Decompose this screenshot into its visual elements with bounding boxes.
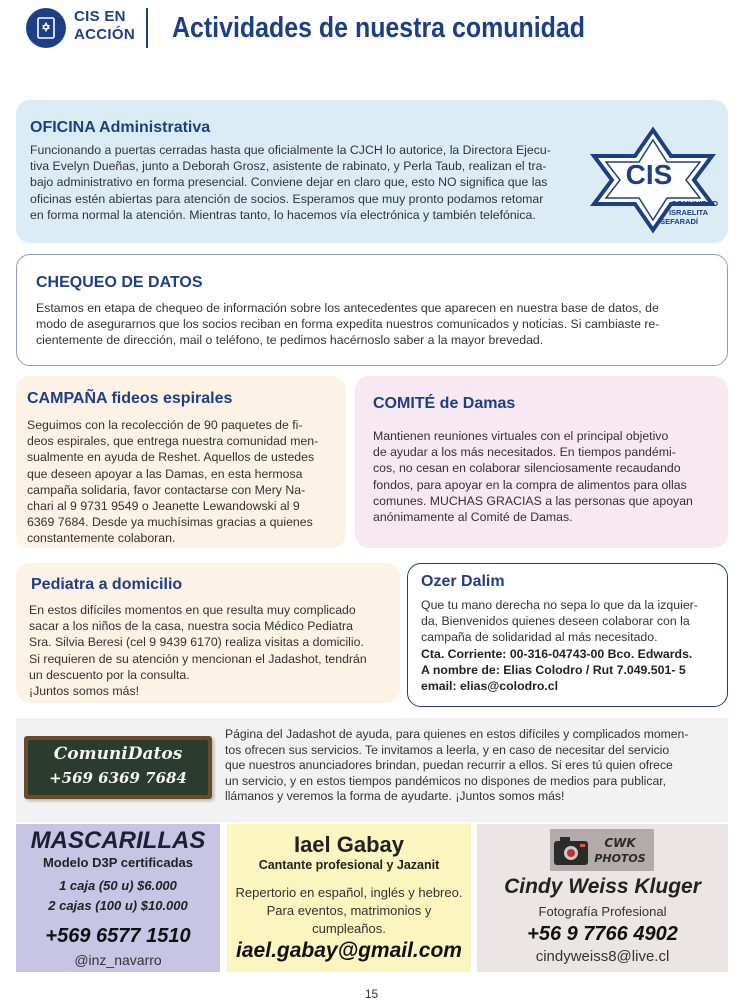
page-number: 15 [364, 987, 379, 1001]
pediatra-title: Pediatra a domicilio [31, 576, 183, 593]
mascarillas-price-1: 1 caja (50 u) $6.000 [59, 878, 177, 893]
oficina-line: bajo administrativo en forma presencial. Conviene dejar en claro que, esto NO significa que las [30, 175, 548, 190]
oficina-line: oficinas estén abiertas para atención de socios. Esperamos que muy pronto podamos retomar [30, 191, 544, 206]
cis-logo-line3: SEFARADÍ [660, 217, 698, 226]
cis-logo-line1: COMUNIDAD [671, 199, 718, 208]
cis-logo-line2: ISRAELITA [668, 208, 708, 217]
mascarillas-phone[interactable]: +569 6577 1510 [45, 925, 191, 947]
campana-line: chari al 9 9731 9549 o Jeanette Lewandowski al 9 [27, 499, 300, 514]
campana-line: que deseen apoyar a las Damas, en esta hermosa [27, 466, 303, 481]
mascarillas-title: MASCARILLAS [30, 827, 206, 854]
pediatra-line: sacar a los niños de la casa, nuestra socia Médico Pediatra [29, 619, 353, 634]
campana-line: Seguimos con la recolección de 90 paquetes de fi- [27, 418, 303, 432]
comunidatos-chalkboard [24, 736, 212, 799]
book-star-icon [35, 17, 57, 39]
campana-box [16, 376, 346, 548]
ozer-line: da, Bienvenidos quienes deseen colaborar con la [421, 614, 690, 629]
campana-line: sualmente en ayuda de Reshet. Aquellos de ustedes [27, 450, 315, 465]
oficina-title: OFICINA Administrativa [30, 119, 211, 136]
campana-line: 6369 7684. Desde ya muchísimas gracias a quienes [27, 515, 313, 530]
ad-iael [227, 824, 471, 972]
pediatra-line: Sra. Silvia Beresi (cel 9 9439 6170) realiza visitas a domicilio. [29, 635, 364, 650]
ozer-line: campaña de solidaridad al más necesitado. [421, 630, 658, 645]
ozer-account: Cta. Corriente: 00-316-04743-00 Bco. Edwards. [421, 646, 693, 661]
cindy-phone[interactable]: +56 9 7766 4902 [527, 923, 678, 945]
oficina-line: en forma normal la atención. Mientras tanto, lo hacemos vía electrónica y también telefónica. [30, 207, 536, 222]
cindy-email[interactable]: cindyweiss8@live.cl [535, 948, 670, 965]
pediatra-line: En estos difíciles momentos en que resulta muy complicado [29, 603, 356, 617]
campana-title: CAMPAÑA fideos espirales [27, 390, 233, 407]
ozer-email[interactable]: email: elias@colodro.cl [421, 679, 559, 694]
ozer-title: Ozer Dalim [421, 573, 505, 590]
campana-line: constantemente colaboran. [27, 531, 176, 546]
campana-line: deos espirales, que entrega nuestra comunidad men- [27, 434, 319, 449]
camera-icon [554, 837, 588, 865]
iael-name: Iael Gabay [293, 832, 405, 857]
oficina-line: Funcionando a puertas cerradas hasta que oficialmente la CJCH lo autorice, la Directora Ejecu- [30, 143, 551, 157]
comunidatos-line: tos ofrecen sus servicios. Te invitamos a leerla, y en caso de necesitar del servicio [225, 742, 670, 757]
comite-line: de ayudar a los más necesitados. En tiempos pandémi- [373, 445, 676, 460]
header-badge [26, 8, 66, 48]
comite-line: cos, no cesan en colaborar silenciosamente recaudando [373, 461, 681, 476]
oficina-body [30, 142, 590, 223]
comunidatos-line: un servicio, y en estos tiempos pandémicos no dispones de medios para publicar, [225, 773, 667, 788]
pediatra-line: un descuento por la consulta. [29, 667, 190, 682]
mascarillas-handle[interactable]: @inz_navarro [74, 952, 162, 968]
pediatra-body [29, 602, 391, 699]
chequeo-line: cientemente de dirección, mail o teléfono, te pedimos hacérnoslo saber a la mayor brevedad. [36, 333, 544, 348]
comunidatos-line: llámanos y veremos la forma de ayudarte. ¡Juntos somos más! [225, 789, 565, 804]
campana-body [27, 417, 337, 547]
mascarillas-price-2: 2 cajas (100 u) $10.000 [48, 898, 188, 913]
chequeo-title: CHEQUEO DE DATOS [36, 274, 203, 291]
cis-logo-name: CIS [625, 159, 673, 190]
ozer-holder: A nombre de: Elias Colodro / Rut 7.049.501- 5 [421, 662, 686, 677]
chequeo-line: Estamos en etapa de chequeo de información sobre los antecedentes que aparecen en nuestra base de datos, de [36, 301, 659, 315]
iael-line-1: Repertorio en español, inglés y hebreo. [235, 885, 463, 900]
iael-email[interactable]: iael.gabay@gmail.com [236, 939, 462, 962]
ad-mascarillas [16, 824, 220, 972]
comite-box [355, 376, 728, 548]
header-divider [146, 8, 148, 48]
mascarillas-subtitle: Modelo D3P certificadas [42, 855, 194, 870]
comite-line: comunes. MUCHAS GRACIAS a las personas que apoyan [373, 493, 693, 508]
comite-line: anónimamente al Comité de Damas. [373, 510, 573, 525]
chalkboard-title: ComuniDatos [53, 744, 183, 764]
comunidatos-body [225, 727, 717, 805]
section-label-line1: CIS EN [74, 8, 126, 25]
chalkboard-phone: +569 6369 7684 [49, 769, 187, 787]
cwk-logo-line2: PHOTOS [594, 852, 646, 865]
comite-line: fondos, para apoyar en la compra de alimentos para ollas [373, 477, 687, 492]
comunidatos-line: que nuestros anunciadores brindan, puedan recurrir a ellos. Si eres tú quien ofrece [225, 758, 673, 773]
pediatra-line: ¡Juntos somos más! [29, 684, 140, 699]
cindy-name: Cindy Weiss Kluger [504, 875, 701, 898]
chequeo-box [16, 254, 728, 366]
comite-line: Mantienen reuniones virtuales con el principal objetivo [373, 429, 669, 443]
chequeo-body [36, 300, 706, 349]
ozer-line: Que tu mano derecha no sepa lo que da la izquier- [421, 598, 698, 612]
section-label [74, 8, 135, 44]
section-label-line2: ACCIÓN [74, 26, 135, 43]
cindy-subtitle: Fotografía Profesional [538, 904, 667, 919]
ozer-body [421, 597, 721, 694]
cis-logo [586, 126, 720, 234]
comite-title: COMITÉ de Damas [373, 395, 516, 412]
cwk-photos-logo [550, 829, 654, 871]
campana-line: campaña solidaria, favor contactarse con Mery Na- [27, 482, 306, 497]
iael-line-2: Para eventos, matrimonios y [266, 903, 432, 918]
pediatra-line: Si requieren de su atención y mencionan el Jadashot, tendrán [29, 651, 367, 666]
ozer-box [407, 563, 728, 707]
comunidatos-line: Página del Jadashot de ayuda, para quienes en estos difíciles y complicados momen- [225, 727, 689, 741]
pediatra-box [16, 563, 400, 703]
oficina-line: tiva Evelyn Dueñas, junto a Deborah Grosz, asistente de rabinato, y Perla Taub, realizan el tra- [30, 159, 547, 174]
page-title: Actividades de nuestra comunidad [172, 12, 586, 44]
cwk-logo-line1: CWK [604, 836, 636, 850]
comite-body [373, 428, 713, 525]
ad-cindy [477, 824, 728, 972]
iael-line-3: cumpleaños. [312, 921, 386, 936]
chequeo-line: modo de asegurarnos que los socios reciban en forma expedita nuestros comunicados y noticias. Si cambiaste re- [36, 317, 660, 332]
iael-subtitle: Cantante profesional y Jazanit [258, 858, 440, 872]
